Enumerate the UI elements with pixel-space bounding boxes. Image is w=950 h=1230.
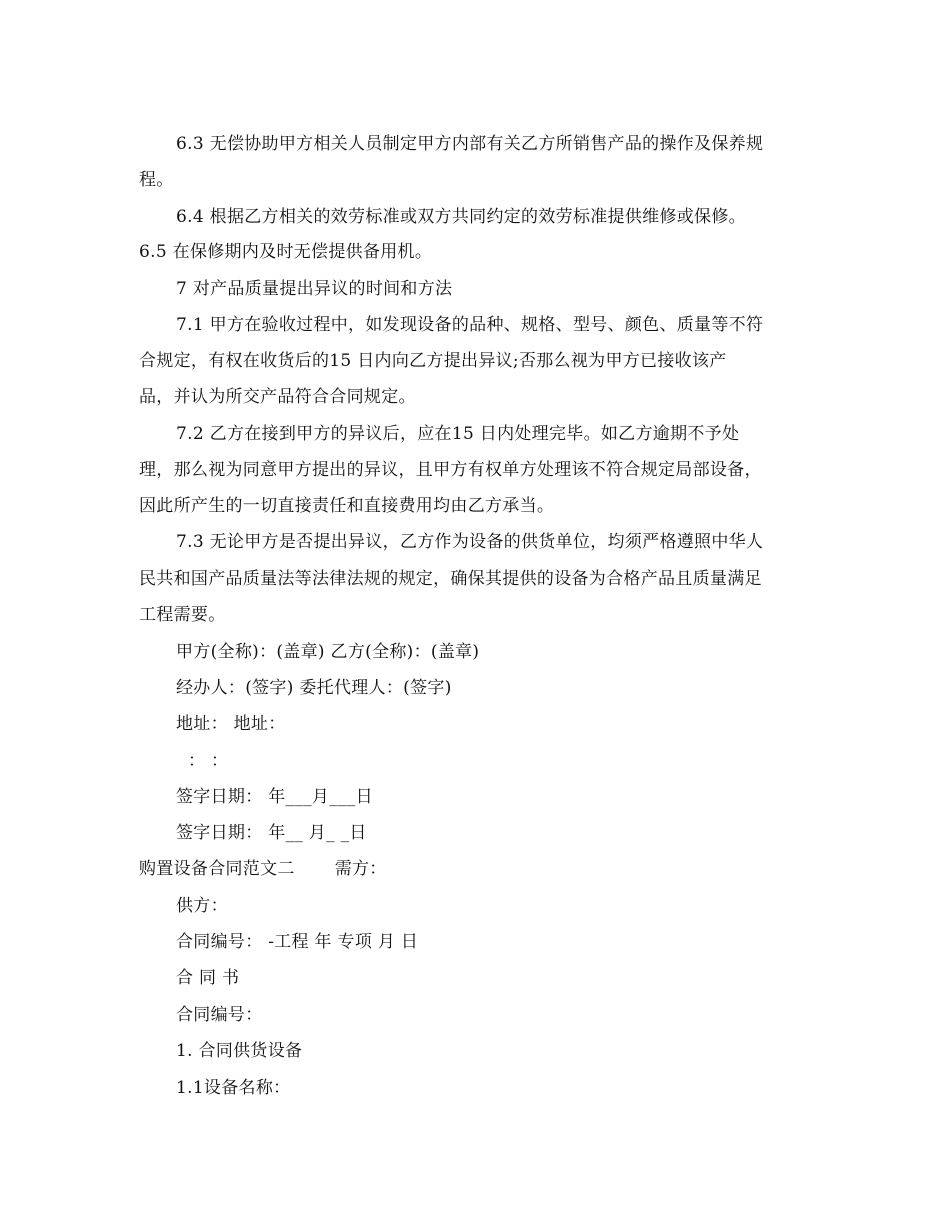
signature-addresses: 地址： 地址： [176,714,286,734]
clause-6-4: 6.4 根据乙方相关的效劳标准或双方共同约定的效劳标准提供维修或保修。 [176,207,746,227]
contract-two-title-row [139,858,819,880]
contract-number-label: 合同编号： [176,1005,263,1025]
clause-7-2-line-1: 7.2 乙方在接到甲方的异议后，应在15 日内处理完毕。如乙方逾期不予处 [176,424,740,444]
signature-date-1: 签字日期： 年___月___日 [176,787,373,807]
equipment-name-label: 1.1设备名称： [176,1078,291,1098]
clause-7-2-line-3: 因此所产生的一切直接责任和直接费用均由乙方承当。 [139,496,555,516]
supplier-label: 供方： [176,896,228,916]
buyer-label: 需方： [334,859,387,879]
clause-6-3-line-2: 程。 [139,170,174,190]
contract-two-title: 购置设备合同范文二 [139,859,295,879]
clause-7-3-line-3: 工程需要。 [139,605,226,625]
clause-7-2-line-2: 理，那么视为同意甲方提出的异议，且甲方有权单方处理该不符合规定局部设备， [139,460,762,480]
signature-party-names: 甲方(全称)：(盖章) 乙方(全称)：(盖章) [176,642,480,662]
clause-7-3-line-2: 民共和国产品质量法等法律法规的规定，确保其提供的设备为合格产品且质量满足 [139,569,762,589]
signature-date-2: 签字日期： 年__ 月_ _日 [176,823,367,843]
clause-6-3-line-1: 6.3 无偿协助甲方相关人员制定甲方内部有关乙方所销售产品的操作及保养规 [176,134,764,154]
signature-colons: ： ： [188,751,229,771]
clause-7-1-line-1: 7.1 甲方在验收过程中，如发现设备的品种、规格、型号、颜色、质量等不符 [176,315,764,335]
section-1-heading: 1. 合同供货设备 [176,1041,303,1061]
clause-7-3-line-1: 7.3 无论甲方是否提出异议，乙方作为设备的供货单位，均须严格遵照中华人 [176,532,764,552]
clause-7-1-line-3: 品，并认为所交产品符合合同规定。 [139,387,416,407]
section-7-heading: 7 对产品质量提出异议的时间和方法 [176,279,453,299]
contract-book-heading: 合 同 书 [176,968,240,988]
signature-agents: 经办人：(签字) 委托代理人：(签字) [176,678,452,698]
clause-7-1-line-2: 合规定，有权在收货后的15 日内向乙方提出异议;否那么视为甲方已接收该产 [139,351,727,371]
contract-number-project: 合同编号： -工程 年 专项 月 日 [176,932,419,952]
clause-6-5: 6.5 在保修期内及时无偿提供备用机。 [139,242,433,262]
